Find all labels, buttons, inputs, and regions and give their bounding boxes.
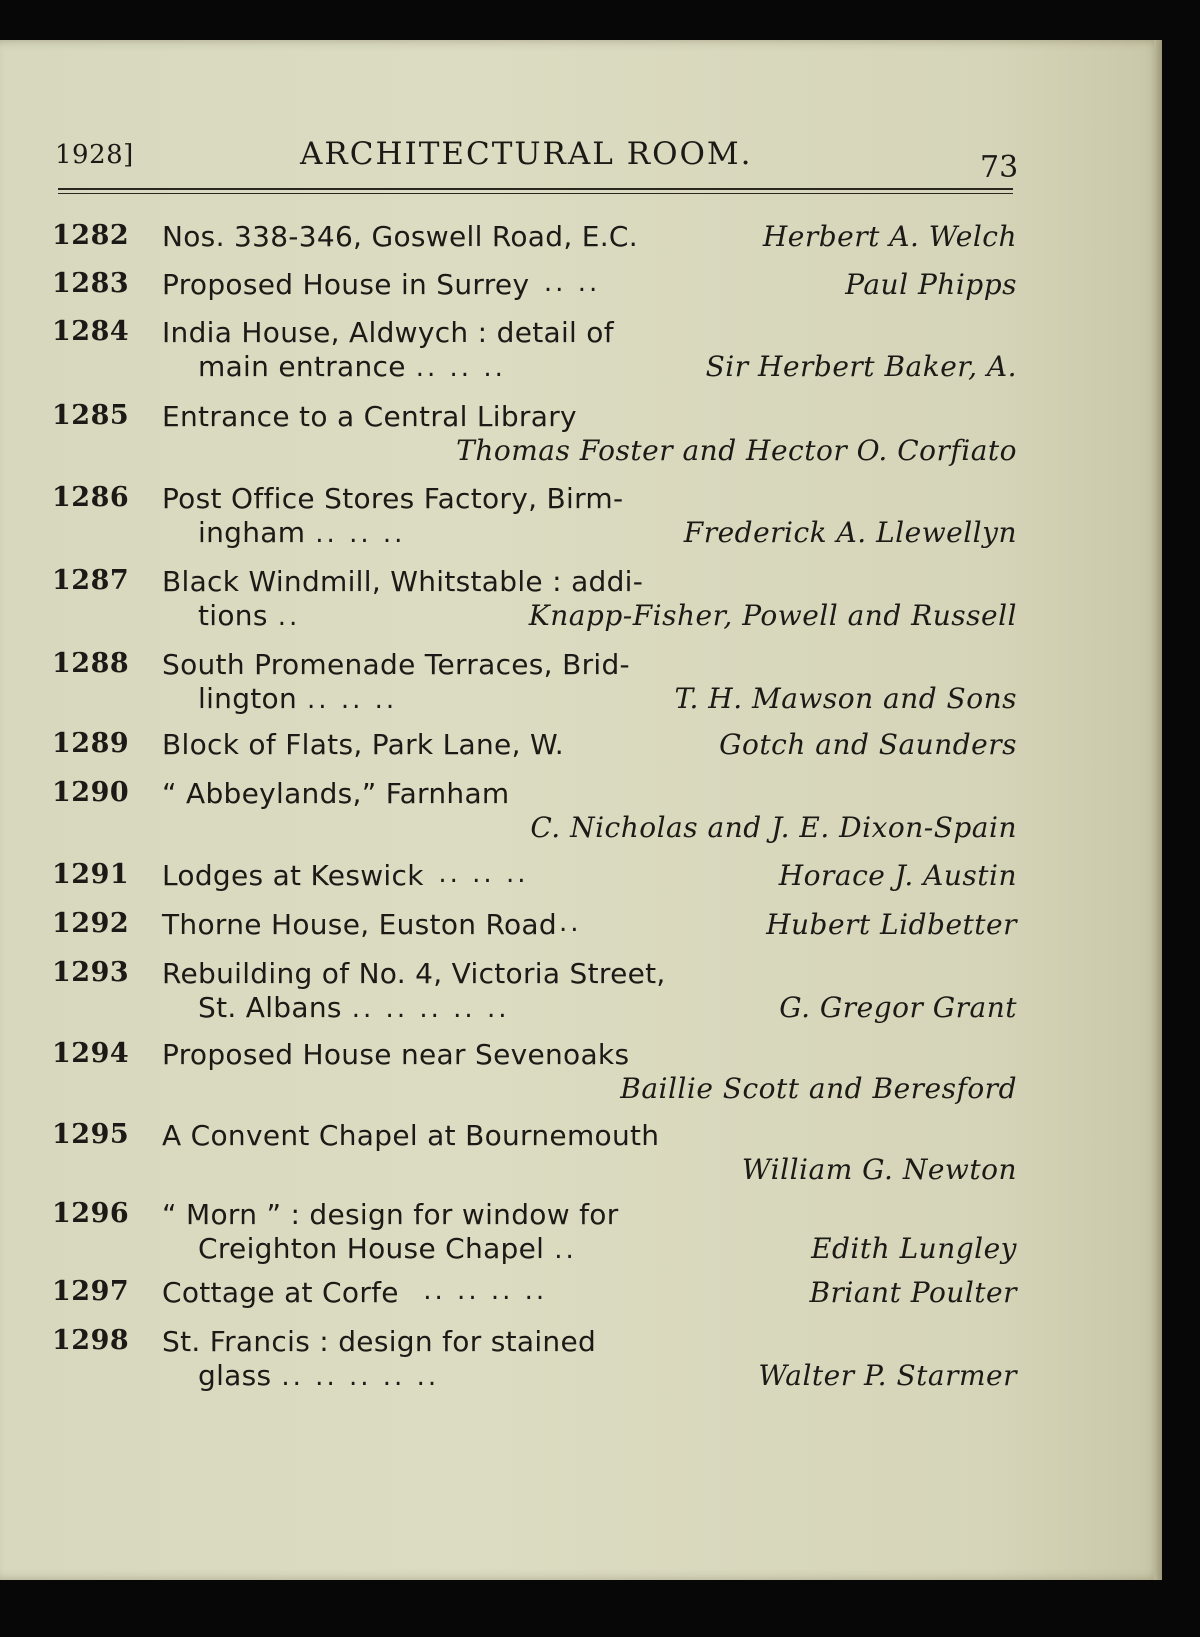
leader-dots: .. .. .. .. (423, 1276, 548, 1306)
entry-line (162, 565, 1017, 601)
entry-number: 1284 (52, 316, 130, 347)
page-title: ARCHITECTURAL ROOM. (300, 136, 753, 172)
entry-line (162, 220, 1017, 256)
entry-title-continued (198, 991, 509, 1024)
leader-dots: .. .. .. (307, 685, 398, 715)
entry-title: Post Office Stores Factory, Birm- (162, 482, 624, 515)
entry-number: 1287 (52, 565, 130, 596)
entry-number: 1296 (52, 1198, 130, 1229)
entry-architect: Edith Lungley (811, 1232, 1017, 1265)
entry-line (162, 1072, 1017, 1108)
leader-dots: .. (559, 908, 582, 938)
entry-title-continued (198, 682, 397, 715)
entry-architect: Thomas Foster and Hector O. Corfiato (456, 434, 1017, 467)
entry-title: Proposed House near Sevenoaks (162, 1038, 630, 1071)
entry-line (162, 1276, 1017, 1312)
header-rule (58, 188, 1013, 190)
entry-number: 1288 (52, 648, 130, 679)
entry-title: “ Morn ” : design for window for (162, 1198, 619, 1231)
entry-number: 1295 (52, 1119, 130, 1150)
entry-number: 1292 (52, 908, 130, 939)
entry-architect: Gotch and Saunders (719, 728, 1017, 761)
entry-architect: Briant Poulter (809, 1276, 1017, 1309)
header-year: 1928] (55, 140, 134, 170)
entry-number: 1286 (52, 482, 130, 513)
leader-dots: .. .. .. .. .. (281, 1362, 440, 1392)
entry-title-continued (198, 1359, 439, 1392)
entry-number: 1282 (52, 220, 130, 251)
entry-line (162, 1153, 1017, 1189)
entry-title: Rebuilding of No. 4, Victoria Street, (162, 957, 666, 990)
entry-line (162, 1232, 1017, 1268)
leader-dots: .. .. (543, 268, 601, 298)
entry-title-continued (198, 350, 506, 383)
entry-line (162, 1119, 1017, 1155)
entry-architect: Hubert Lidbetter (766, 908, 1017, 941)
leader-dots: .. (277, 602, 301, 632)
entry-number: 1285 (52, 400, 130, 431)
entry-line (162, 516, 1017, 552)
entry-architect: Frederick A. Llewellyn (683, 516, 1017, 549)
entry-line (162, 1325, 1017, 1361)
entry-title-text: glass (198, 1359, 272, 1392)
entry-title: Cottage at Corfe (162, 1276, 399, 1309)
entry-title: “ Abbeylands,” Farnham (162, 777, 510, 810)
catalogue-page (0, 40, 1162, 1580)
entry-architect: Horace J. Austin (778, 859, 1017, 892)
entry-line (162, 648, 1017, 684)
leader-dots: .. .. .. .. .. (351, 994, 510, 1024)
entry-title: Thorne House, Euston Road (162, 908, 557, 941)
entry-line (162, 434, 1017, 470)
entry-title: South Promenade Terraces, Brid- (162, 648, 630, 681)
entry-title-text: lington (198, 682, 298, 715)
entry-number: 1298 (52, 1325, 130, 1356)
entry-title: A Convent Chapel at Bournemouth (162, 1119, 660, 1152)
entry-architect: Baillie Scott and Beresford (620, 1072, 1017, 1105)
entry-architect: G. Gregor Grant (779, 991, 1017, 1024)
entry-architect: T. H. Mawson and Sons (674, 682, 1017, 715)
page-edge (1154, 40, 1162, 1580)
entry-architect: Paul Phipps (845, 268, 1017, 301)
leader-dots: .. (554, 1235, 577, 1265)
entry-title: Entrance to a Central Library (162, 400, 577, 433)
entry-number: 1289 (52, 728, 130, 759)
entry-architect: Sir Herbert Baker, A. (705, 350, 1017, 383)
entry-architect: Herbert A. Welch (762, 220, 1017, 253)
entry-title-continued (198, 599, 300, 632)
entry-title-continued (198, 1232, 577, 1265)
page-number: 73 (980, 150, 1019, 185)
leader-dots: .. .. .. (415, 353, 506, 383)
entry-line (162, 350, 1017, 386)
leader-dots: .. .. .. (438, 859, 529, 889)
entry-number: 1291 (52, 859, 130, 890)
entry-title: Nos. 338-346, Goswell Road, E.C. (162, 220, 638, 253)
entry-line (162, 957, 1017, 993)
entry-line (162, 1359, 1017, 1395)
entry-number: 1297 (52, 1276, 130, 1307)
entry-title-text: Creighton House Chapel (198, 1232, 545, 1265)
entry-line (162, 268, 1017, 304)
entry-line (162, 400, 1017, 436)
entry-line (162, 599, 1017, 635)
entry-architect: Walter P. Starmer (758, 1359, 1017, 1392)
entry-title-text: tions (198, 599, 268, 632)
entry-title-text: St. Albans (198, 991, 342, 1024)
entry-title-text: ingham (198, 516, 306, 549)
entry-architect: Knapp-Fisher, Powell and Russell (528, 599, 1017, 632)
entry-title: Block of Flats, Park Lane, W. (162, 728, 564, 761)
entry-line (162, 316, 1017, 352)
entry-number: 1294 (52, 1038, 130, 1069)
entry-number: 1293 (52, 957, 130, 988)
entry-line (162, 482, 1017, 518)
header-rule-thin (58, 193, 1013, 194)
entry-title: India House, Aldwych : detail of (162, 316, 614, 349)
entry-line (162, 811, 1017, 847)
entry-number: 1283 (52, 268, 130, 299)
entry-architect: C. Nicholas and J. E. Dixon-Spain (530, 811, 1017, 844)
entry-line (162, 777, 1017, 813)
entry-title: Proposed House in Surrey (162, 268, 530, 301)
entry-line (162, 682, 1017, 718)
entry-line (162, 859, 1017, 895)
running-header (55, 132, 1019, 185)
entry-title-continued (198, 516, 405, 549)
entry-title: Lodges at Keswick (162, 859, 424, 892)
entry-line (162, 1198, 1017, 1234)
entry-line (162, 991, 1017, 1027)
entry-number: 1290 (52, 777, 130, 808)
leader-dots: .. .. .. (315, 519, 406, 549)
entry-title: St. Francis : design for stained (162, 1325, 597, 1358)
entry-line (162, 728, 1017, 764)
entry-architect: William G. Newton (741, 1153, 1017, 1186)
entry-title-text: main entrance (198, 350, 406, 383)
entry-line (162, 908, 1017, 944)
entry-line (162, 1038, 1017, 1074)
entry-title: Black Windmill, Whitstable : addi- (162, 565, 644, 598)
